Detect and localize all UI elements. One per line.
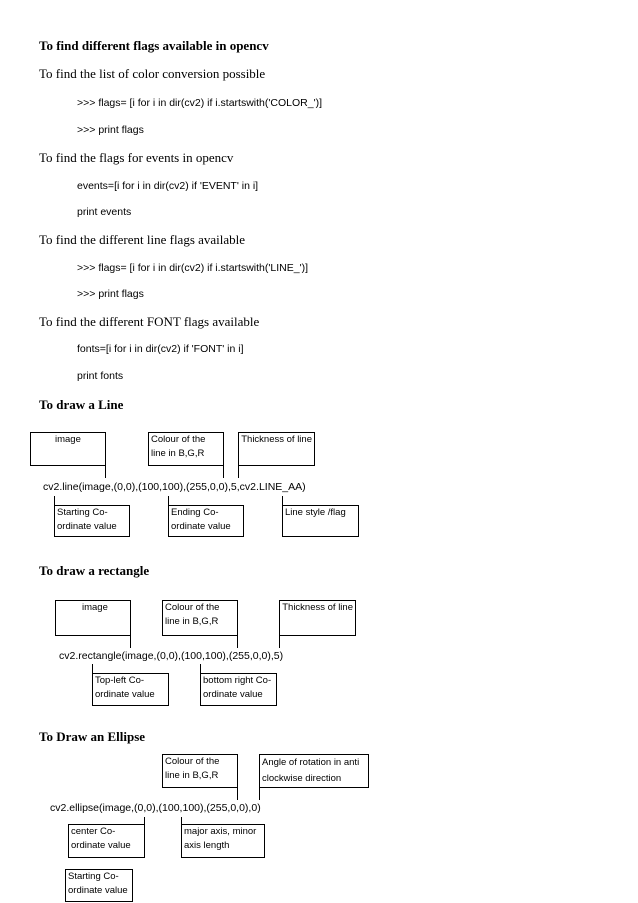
code-line-fonts-2: print fonts bbox=[77, 370, 124, 382]
connector-line bbox=[237, 636, 238, 648]
label-box-thickness: Thickness of line bbox=[238, 432, 315, 466]
label-box-top-left: Top-left Co-ordinate value bbox=[92, 673, 169, 706]
code-line-events-1: events=[i for i in dir(cv2) if 'EVENT' in i] bbox=[77, 180, 259, 192]
code-line-color-1: >>> flags= [i for i in dir(cv2) if i.startswith('COLOR_')] bbox=[77, 97, 322, 109]
label-box-thickness: Thickness of line bbox=[279, 600, 356, 636]
code-line-color-2: >>> print flags bbox=[77, 124, 144, 136]
code-line-lines-1: >>> flags= [i for i in dir(cv2) if i.startswith('LINE_')] bbox=[77, 262, 308, 274]
label-box-angle: Angle of rotation in anti clockwise direction bbox=[259, 754, 369, 788]
connector-line bbox=[259, 788, 260, 800]
label-box-starting: Starting Co-ordinate value bbox=[54, 505, 130, 537]
code-cv2-ellipse: cv2.ellipse(image,(0,0),(100,100),(255,0,0),0) bbox=[50, 802, 261, 814]
label-box-line-style: Line style /flag bbox=[282, 505, 359, 537]
label-box-ending: Ending Co-ordinate value bbox=[168, 505, 244, 537]
connector-line bbox=[223, 466, 224, 478]
connector-line bbox=[279, 636, 280, 648]
code-line-fonts-1: fonts=[i for i in dir(cv2) if 'FONT' in i] bbox=[77, 343, 244, 355]
label-box-colour: Colour of the line in B,G,R bbox=[148, 432, 224, 466]
connector-line bbox=[238, 466, 239, 478]
label-box-image: image bbox=[55, 600, 131, 636]
connector-line bbox=[105, 466, 106, 478]
heading-color-conversion: To find the list of color conversion possible bbox=[39, 66, 266, 81]
section-title-rectangle: To draw a rectangle bbox=[39, 563, 150, 578]
label-box-center: center Co-ordinate value bbox=[68, 824, 145, 858]
code-cv2-line: cv2.line(image,(0,0),(100,100),(255,0,0),5,cv2.LINE_AA) bbox=[43, 481, 306, 493]
label-box-starting: Starting Co-ordinate value bbox=[65, 869, 133, 902]
heading-font-flags: To find the different FONT flags available bbox=[39, 314, 260, 329]
section-title-ellipse: To Draw an Ellipse bbox=[39, 729, 146, 744]
label-box-axis: major axis, minor axis length bbox=[181, 824, 265, 858]
label-box-image: image bbox=[30, 432, 106, 466]
label-box-colour: Colour of the line in B,G,R bbox=[162, 600, 238, 636]
heading-events: To find the flags for events in opencv bbox=[39, 150, 234, 165]
section-title-line: To draw a Line bbox=[39, 397, 124, 412]
code-line-events-2: print events bbox=[77, 206, 132, 218]
code-cv2-rectangle: cv2.rectangle(image,(0,0),(100,100),(255,0,0),5) bbox=[59, 650, 284, 662]
connector-line bbox=[237, 788, 238, 800]
connector-line bbox=[130, 636, 131, 648]
heading-line-flags: To find the different line flags available bbox=[39, 232, 246, 247]
label-box-bottom-right: bottom right Co-ordinate value bbox=[200, 673, 277, 706]
label-box-colour: Colour of the line in B,G,R bbox=[162, 754, 238, 788]
section-title-flags: To find different flags available in opencv bbox=[39, 38, 269, 53]
code-line-lines-2: >>> print flags bbox=[77, 288, 144, 300]
